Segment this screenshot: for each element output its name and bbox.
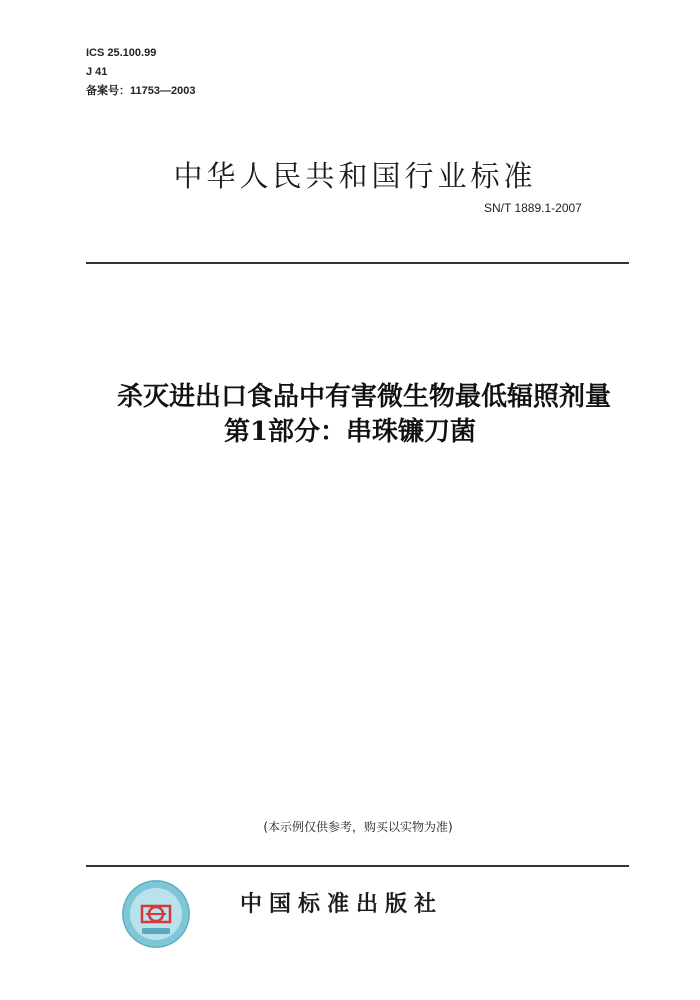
top-divider: [86, 262, 629, 264]
class-code: J 41: [86, 66, 108, 78]
classification-block: [86, 44, 195, 101]
publisher-name: 中国标准出版社: [240, 892, 444, 917]
bottom-divider: [86, 865, 629, 867]
sample-note: (本示例仅供参考，购买以实物为准): [263, 820, 453, 834]
anti-counterfeit-seal-icon: [120, 878, 192, 950]
document-title: 杀灭进出口食品中有害微生物最低辐照剂量: [116, 382, 611, 412]
ics-code: ICS 25.100.99: [86, 47, 157, 59]
document-subtitle: 第1部分：串珠镰刀菌: [223, 417, 477, 447]
filing-number: 备案号：11753—2003: [86, 85, 196, 97]
standard-type-title: 中华人民共和国行业标准: [173, 159, 537, 193]
standard-code: SN/T 1889.1-2007: [484, 201, 582, 215]
